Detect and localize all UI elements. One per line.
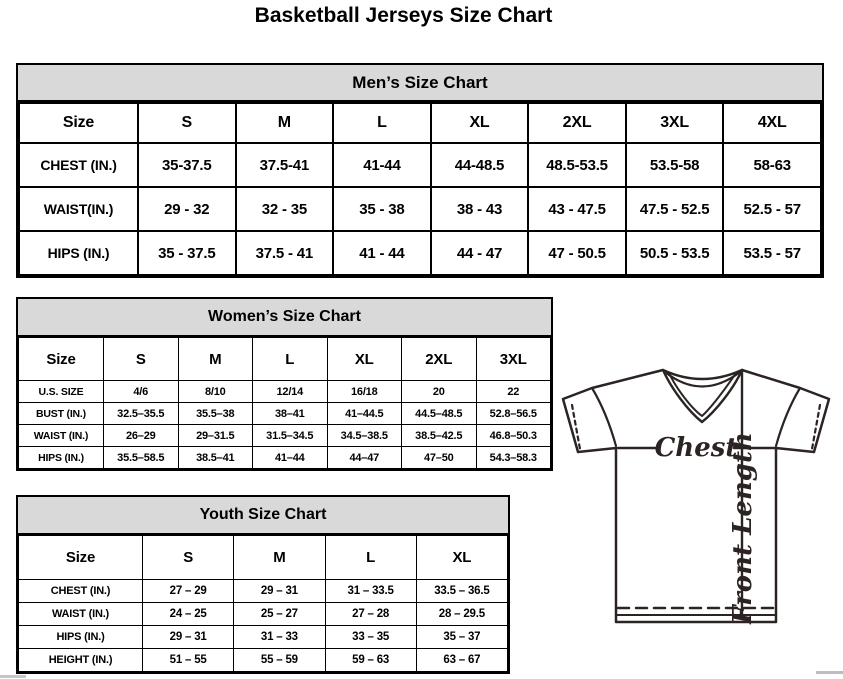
size-value-cell: 51 – 55 [143,649,234,672]
size-value-cell: 43 - 47.5 [528,187,626,231]
row-label: HEIGHT (IN.) [19,649,143,672]
size-value-cell: 47 - 50.5 [528,231,626,275]
size-column-header: L [325,536,416,580]
size-value-cell: 29 - 32 [138,187,236,231]
row-label: WAIST (IN.) [19,425,104,447]
size-value-cell: 38–41 [253,403,328,425]
size-column-header: L [333,103,431,143]
jersey-measurement-diagram [556,363,843,668]
size-column-header: S [104,338,179,381]
size-value-cell: 48.5-53.5 [528,143,626,187]
table-row [19,603,508,626]
size-value-cell: 29 – 31 [234,580,325,603]
bottom-left-edge-fragment [0,675,26,678]
size-value-cell: 46.8–50.3 [476,425,551,447]
size-value-cell: 8/10 [178,381,253,403]
size-value-cell: 4/6 [104,381,179,403]
womens-chart-title: Women’s Size Chart [18,299,551,337]
size-column-header: 3XL [626,103,724,143]
size-value-cell: 33 – 35 [325,626,416,649]
size-value-cell: 29–31.5 [178,425,253,447]
size-value-cell: 55 – 59 [234,649,325,672]
table-row [19,403,551,425]
size-value-cell: 31 – 33.5 [325,580,416,603]
row-label: HIPS (IN.) [19,231,138,275]
size-value-cell: 44–47 [327,447,402,469]
size-value-cell: 38.5–42.5 [402,425,477,447]
youth-size-table [18,535,508,672]
size-value-cell: 41–44.5 [327,403,402,425]
size-value-cell: 47.5 - 52.5 [626,187,724,231]
table-row [19,143,821,187]
size-column-header: XL [327,338,402,381]
bottom-right-edge-fragment [816,671,843,674]
row-label: WAIST(IN.) [19,187,138,231]
mens-header-row [19,103,821,143]
size-value-cell: 27 – 29 [143,580,234,603]
size-value-cell: 41–44 [253,447,328,469]
size-value-cell: 35-37.5 [138,143,236,187]
size-label-header: Size [19,536,143,580]
size-value-cell: 53.5 - 57 [723,231,821,275]
size-value-cell: 32.5–35.5 [104,403,179,425]
size-value-cell: 22 [476,381,551,403]
youth-chart-title: Youth Size Chart [18,497,508,535]
table-row [19,381,551,403]
size-column-header: M [236,103,334,143]
size-value-cell: 59 – 63 [325,649,416,672]
table-row [19,626,508,649]
row-label: CHEST (IN.) [19,143,138,187]
size-column-header: M [178,338,253,381]
size-value-cell: 52.5 - 57 [723,187,821,231]
table-row [19,447,551,469]
youth-header-row [19,536,508,580]
mens-size-chart [16,63,824,278]
size-value-cell: 29 – 31 [143,626,234,649]
size-value-cell: 28 – 29.5 [416,603,507,626]
jersey-diagram-icon [556,363,843,668]
size-value-cell: 44-48.5 [431,143,529,187]
size-value-cell: 12/14 [253,381,328,403]
chest-label: Chest [654,433,738,463]
size-column-header: S [138,103,236,143]
table-row [19,425,551,447]
size-value-cell: 47–50 [402,447,477,469]
table-row [19,649,508,672]
size-value-cell: 54.3–58.3 [476,447,551,469]
size-value-cell: 35 – 37 [416,626,507,649]
size-column-header: 2XL [528,103,626,143]
youth-size-chart [16,495,510,674]
size-value-cell: 50.5 - 53.5 [626,231,724,275]
size-value-cell: 35 - 37.5 [138,231,236,275]
size-value-cell: 35 - 38 [333,187,431,231]
row-label: CHEST (IN.) [19,580,143,603]
size-value-cell: 53.5-58 [626,143,724,187]
size-value-cell: 63 – 67 [416,649,507,672]
size-value-cell: 37.5-41 [236,143,334,187]
size-value-cell: 52.8–56.5 [476,403,551,425]
size-value-cell: 34.5–38.5 [327,425,402,447]
row-label: HIPS (IN.) [19,447,104,469]
table-row [19,187,821,231]
size-value-cell: 26–29 [104,425,179,447]
table-row [19,231,821,275]
size-value-cell: 44.5–48.5 [402,403,477,425]
size-value-cell: 27 – 28 [325,603,416,626]
size-column-header: 2XL [402,338,477,381]
womens-size-table [18,337,551,469]
womens-header-row [19,338,551,381]
size-value-cell: 41 - 44 [333,231,431,275]
size-value-cell: 35.5–58.5 [104,447,179,469]
size-column-header: 4XL [723,103,821,143]
size-value-cell: 16/18 [327,381,402,403]
size-column-header: 3XL [476,338,551,381]
mens-chart-title: Men’s Size Chart [18,65,822,102]
row-label: BUST (IN.) [19,403,104,425]
row-label: WAIST (IN.) [19,603,143,626]
row-label: HIPS (IN.) [19,626,143,649]
page-title: Basketball Jerseys Size Chart [254,4,553,27]
size-value-cell: 44 - 47 [431,231,529,275]
size-column-header: XL [416,536,507,580]
size-column-header: L [253,338,328,381]
size-value-cell: 58-63 [723,143,821,187]
size-column-header: XL [431,103,529,143]
size-value-cell: 41-44 [333,143,431,187]
size-value-cell: 35.5–38 [178,403,253,425]
size-value-cell: 38.5–41 [178,447,253,469]
size-column-header: M [234,536,325,580]
size-value-cell: 32 - 35 [236,187,334,231]
table-row [19,580,508,603]
mens-size-table [18,102,822,276]
row-label: U.S. SIZE [19,381,104,403]
size-value-cell: 20 [402,381,477,403]
size-value-cell: 38 - 43 [431,187,529,231]
size-value-cell: 24 – 25 [143,603,234,626]
size-label-header: Size [19,103,138,143]
size-label-header: Size [19,338,104,381]
size-value-cell: 33.5 – 36.5 [416,580,507,603]
size-value-cell: 31 – 33 [234,626,325,649]
womens-size-chart [16,297,553,471]
front-length-label: Front Length [728,432,758,624]
size-value-cell: 37.5 - 41 [236,231,334,275]
size-column-header: S [143,536,234,580]
size-value-cell: 31.5–34.5 [253,425,328,447]
size-value-cell: 25 – 27 [234,603,325,626]
